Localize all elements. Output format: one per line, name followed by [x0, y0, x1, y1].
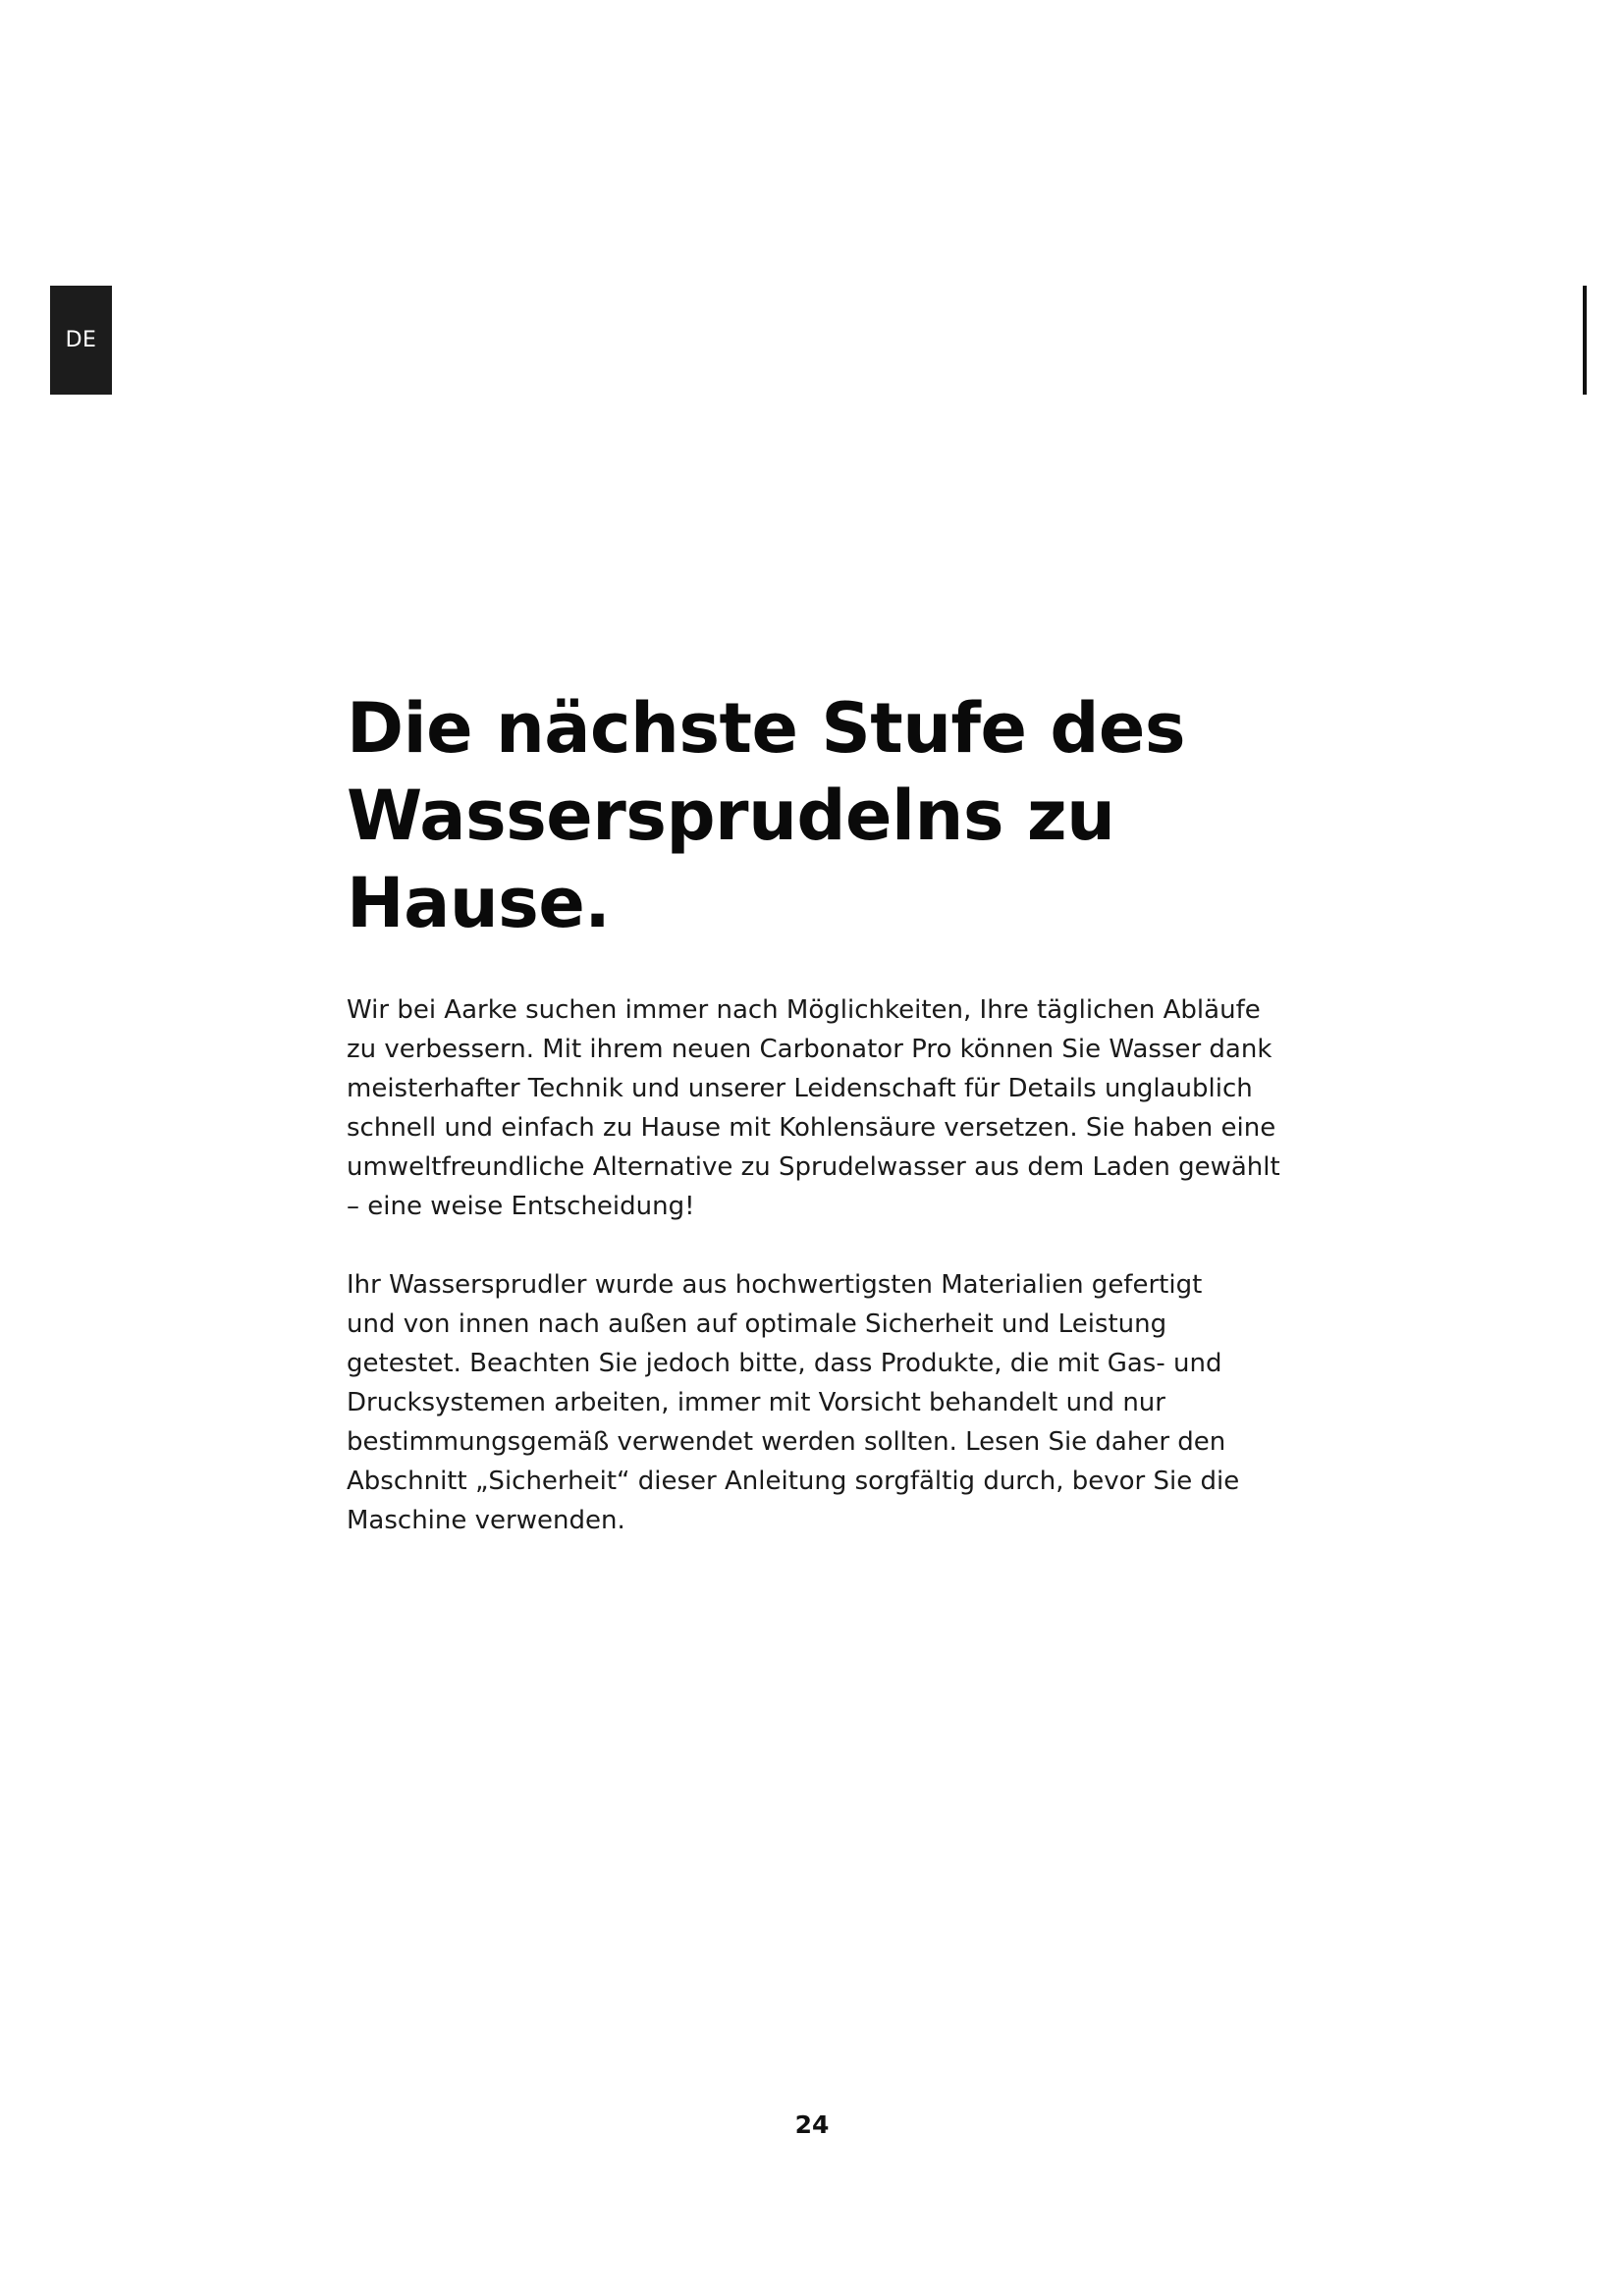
paragraph-line: und von innen nach außen auf optimale Sicherheit und Leistung [347, 1309, 1167, 1339]
language-tab [50, 286, 112, 395]
paragraph-line: umweltfreundliche Alternative zu Sprudelwasser aus dem Laden gewählt [347, 1152, 1280, 1182]
headline-line: Die nächste Stufe des [347, 688, 1186, 769]
intro-paragraph [347, 990, 1328, 1226]
language-tab-label: DE [65, 328, 97, 352]
main-content [347, 685, 1328, 1540]
page-number: 24 [794, 2110, 830, 2139]
paragraph-line: Maschine verwenden. [347, 1506, 625, 1535]
paragraph-line: Drucksystemen arbeiten, immer mit Vorsicht behandelt und nur [347, 1388, 1165, 1417]
paragraph-line: Abschnitt „Sicherheit“ dieser Anleitung sorgfältig durch, bevor Sie die [347, 1467, 1240, 1496]
paragraph-line: zu verbessern. Mit ihrem neuen Carbonator Pro können Sie Wasser dank [347, 1035, 1272, 1064]
paragraph-line: – eine weise Entscheidung! [347, 1192, 695, 1221]
paragraph-line: schnell und einfach zu Hause mit Kohlensäure versetzen. Sie haben eine [347, 1113, 1276, 1143]
edge-rule [1583, 286, 1587, 395]
headline-line: Wassersprudelns zu [347, 775, 1115, 856]
safety-paragraph [347, 1265, 1328, 1540]
paragraph-line: Ihr Wassersprudler wurde aus hochwertigsten Materialien gefertigt [347, 1270, 1203, 1300]
paragraph-line: getestet. Beachten Sie jedoch bitte, dass Produkte, die mit Gas- und [347, 1349, 1222, 1378]
page-headline [347, 685, 1328, 947]
paragraph-line: meisterhafter Technik und unserer Leidenschaft für Details unglaublich [347, 1074, 1253, 1103]
headline-line: Hause. [347, 863, 611, 943]
paragraph-line: Wir bei Aarke suchen immer nach Möglichkeiten, Ihre täglichen Abläufe [347, 995, 1261, 1025]
paragraph-line: bestimmungsgemäß verwendet werden sollten. Lesen Sie daher den [347, 1427, 1226, 1457]
